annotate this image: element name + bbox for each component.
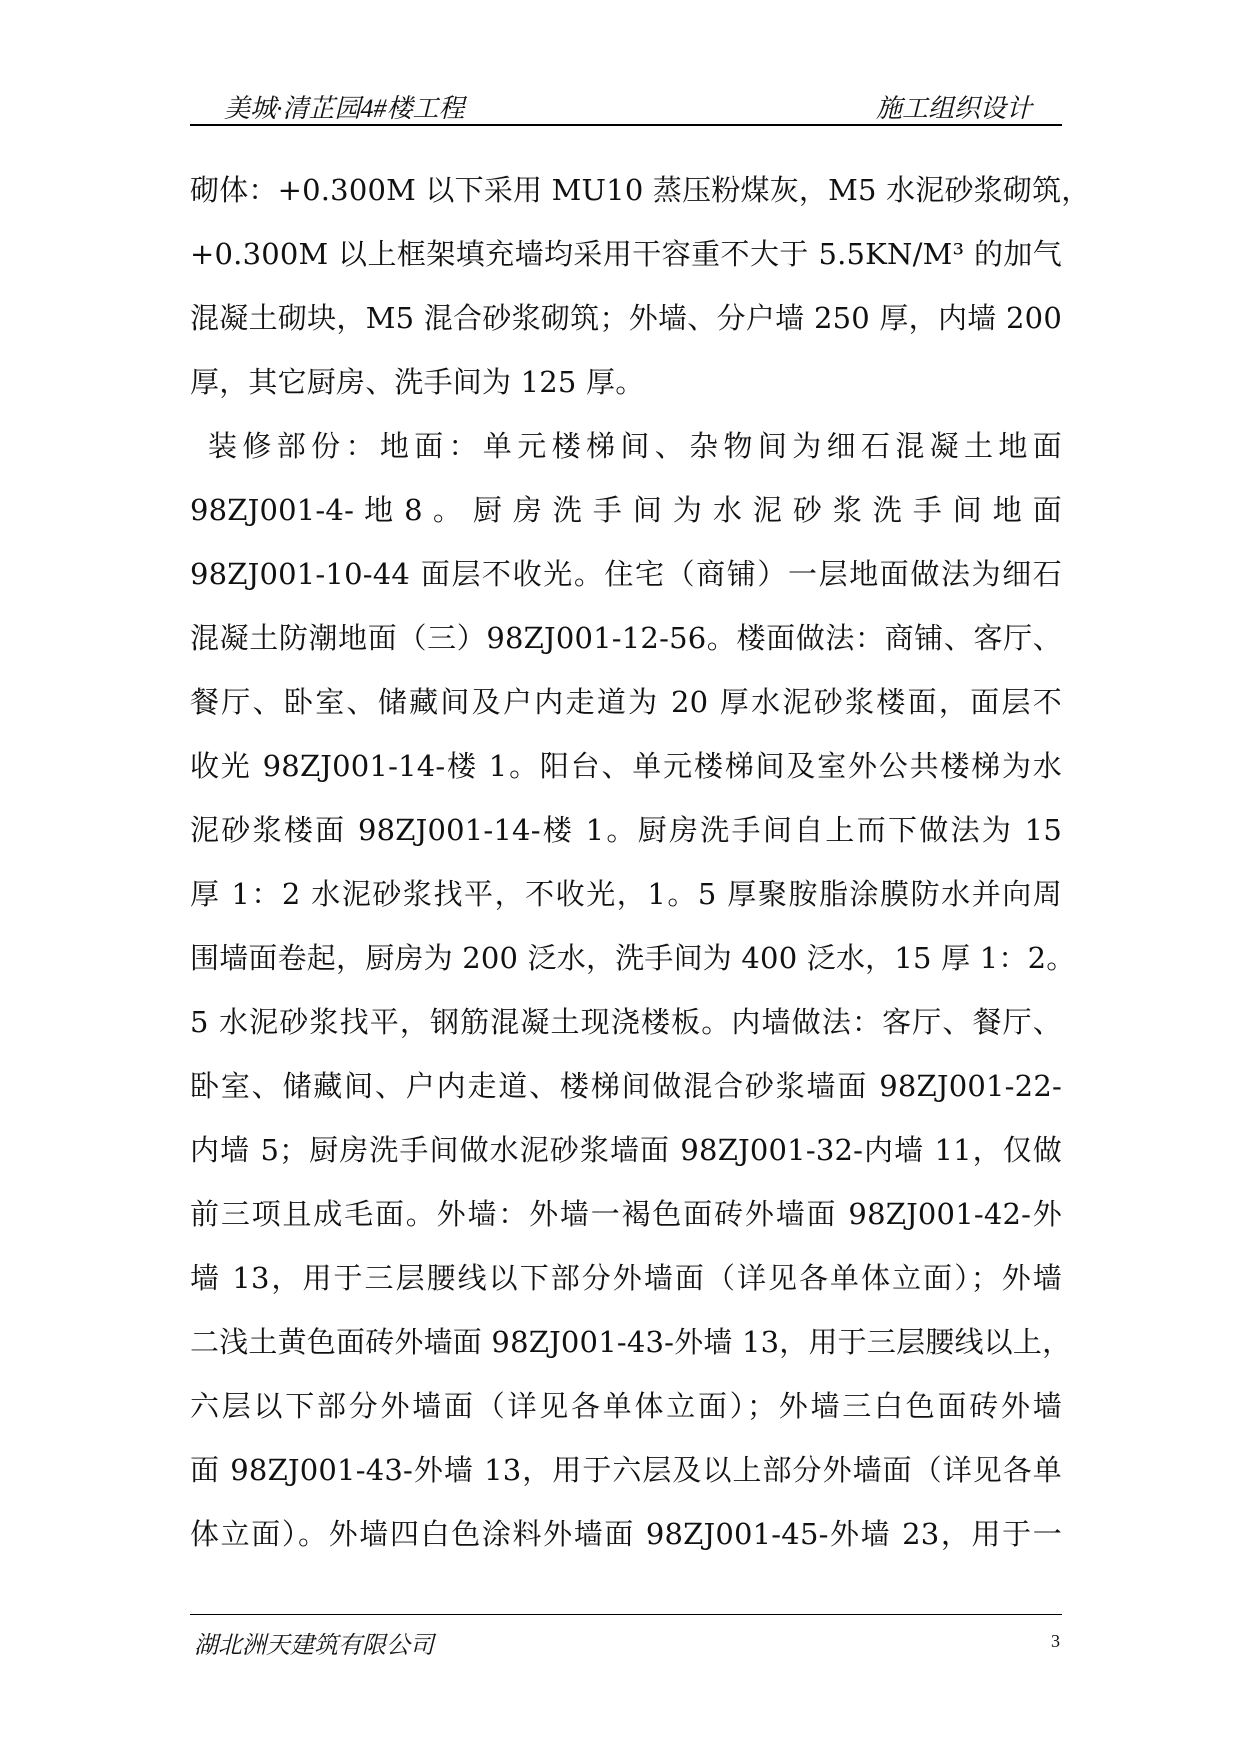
body-line: 餐厅、卧室、储藏间及户内走道为 20 厚水泥砂浆楼面，面层不	[190, 685, 1062, 719]
body-line: 混凝土砌块，M5 混合砂浆砌筑；外墙、分户墙 250 厚，内墙 200	[190, 301, 1062, 335]
body-line: 墙 13，用于三层腰线以下部分外墙面（详见各单体立面）；外墙	[190, 1261, 1062, 1295]
body-line: 卧室、储藏间、户内走道、楼梯间做混合砂浆墙面 98ZJ001-22-	[190, 1069, 1062, 1103]
body-line: 泥砂浆楼面 98ZJ001-14-楼 1。厨房洗手间自上而下做法为 15	[190, 813, 1062, 847]
body-line: 98ZJ001-4- 地 8 。 厨 房 洗 手 间 为 水 泥 砂 浆 洗 手 间 地 面	[190, 493, 1062, 527]
body-line: 二浅土黄色面砖外墙面 98ZJ001-43-外墙 13，用于三层腰线以上，	[190, 1325, 1072, 1359]
document-type: 施工组织设计	[875, 94, 1032, 123]
body-line: 内墙 5；厨房洗手间做水泥砂浆墙面 98ZJ001-32-内墙 11，仅做	[190, 1133, 1062, 1167]
body-line: 厚 1：2 水泥砂浆找平，不收光，1。5 厚聚胺脂涂膜防水并向周	[190, 877, 1062, 911]
body-line: 体立面）。外墙四白色涂料外墙面 98ZJ001-45-外墙 23，用于一	[190, 1517, 1062, 1551]
body-line: 5 水泥砂浆找平，钢筋混凝土现浇楼板。内墙做法：客厅、餐厅、	[190, 1005, 1062, 1039]
project-title: 美城·清芷园4#楼工程	[224, 94, 465, 123]
page-number: 3	[1051, 1631, 1060, 1651]
page-footer	[190, 1614, 1062, 1671]
body-line: 砌体：+0.300M 以下采用 MU10 蒸压粉煤灰，M5 水泥砂浆砌筑，	[190, 173, 1091, 207]
body-line: 收光 98ZJ001-14-楼 1。阳台、单元楼梯间及室外公共楼梯为水	[190, 749, 1062, 783]
body-line: 面 98ZJ001-43-外墙 13，用于六层及以上部分外墙面（详见各单	[190, 1453, 1062, 1487]
body-line: 六层以下部分外墙面（详见各单体立面）；外墙三白色面砖外墙	[190, 1389, 1062, 1423]
body-line: 围墙面卷起，厨房为 200 泛水，洗手间为 400 泛水，15 厚 1：2。	[190, 941, 1076, 975]
body-line: 前三项且成毛面。外墙：外墙一褐色面砖外墙面 98ZJ001-42-外	[190, 1197, 1062, 1231]
company-name: 湖北洲天建筑有限公司	[194, 1633, 434, 1659]
body-line: +0.300M 以上框架填充墙均采用干容重不大于 5.5KN/M³ 的加气	[190, 237, 1062, 271]
body-line: 厚，其它厨房、洗手间为 125 厚。	[190, 365, 645, 399]
page-header	[190, 80, 1062, 126]
document-body	[190, 158, 1091, 1566]
body-line: 装修部份：地面：单元楼梯间、杂物间为细石混凝土地面	[208, 429, 1062, 463]
body-line: 98ZJ001-10-44 面层不收光。住宅（商铺）一层地面做法为细石	[190, 557, 1062, 591]
body-line: 混凝土防潮地面（三）98ZJ001-12-56。楼面做法：商铺、客厅、	[190, 621, 1062, 655]
